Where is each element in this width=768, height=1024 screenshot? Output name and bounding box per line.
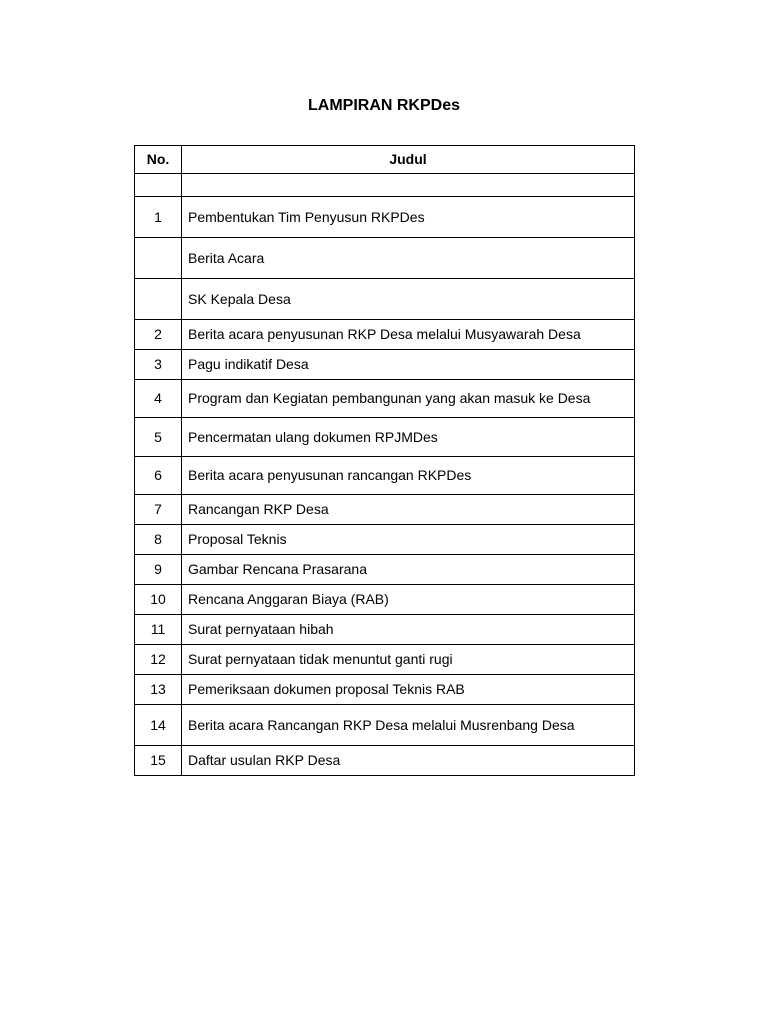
- header-judul: Judul: [182, 146, 635, 174]
- row-number: 1: [135, 197, 182, 238]
- row-title: Gambar Rencana Prasarana: [182, 555, 635, 585]
- row-title: Berita Acara: [182, 238, 635, 279]
- row-title: Berita acara penyusunan rancangan RKPDes: [182, 457, 635, 495]
- row-title: Program dan Kegiatan pembangunan yang akan masuk ke Desa: [182, 380, 635, 418]
- row-title: Berita acara Rancangan RKP Desa melalui Musrenbang Desa: [182, 705, 635, 746]
- row-number: 14: [135, 705, 182, 746]
- row-number: [135, 279, 182, 320]
- row-number: 3: [135, 350, 182, 380]
- table-row: [135, 238, 635, 279]
- row-number: 2: [135, 320, 182, 350]
- row-number: 12: [135, 645, 182, 675]
- row-title: Daftar usulan RKP Desa: [182, 746, 635, 776]
- table-row: [135, 555, 635, 585]
- table-header-row: [135, 146, 635, 174]
- table-row: [135, 457, 635, 495]
- row-number: [135, 238, 182, 279]
- row-title: Surat pernyataan tidak menuntut ganti rugi: [182, 645, 635, 675]
- row-number: [135, 174, 182, 197]
- row-title: Pencermatan ulang dokumen RPJMDes: [182, 418, 635, 457]
- table-row: [135, 585, 635, 615]
- row-title: Proposal Teknis: [182, 525, 635, 555]
- table-row: [135, 380, 635, 418]
- row-number: 4: [135, 380, 182, 418]
- row-title: Pemeriksaan dokumen proposal Teknis RAB: [182, 675, 635, 705]
- row-title: Rencana Anggaran Biaya (RAB): [182, 585, 635, 615]
- header-no: No.: [135, 146, 182, 174]
- table-row: [135, 197, 635, 238]
- row-number: 13: [135, 675, 182, 705]
- table-row: [135, 645, 635, 675]
- row-number: 10: [135, 585, 182, 615]
- table-row: [135, 418, 635, 457]
- table-row: [135, 675, 635, 705]
- row-number: 6: [135, 457, 182, 495]
- row-title: Surat pernyataan hibah: [182, 615, 635, 645]
- table-row: [135, 495, 635, 525]
- table-row: [135, 350, 635, 380]
- row-number: 5: [135, 418, 182, 457]
- lampiran-table: [134, 145, 635, 776]
- table-row: [135, 705, 635, 746]
- document-title: LAMPIRAN RKPDes: [307, 97, 460, 114]
- row-number: 9: [135, 555, 182, 585]
- table-row: [135, 320, 635, 350]
- row-title: SK Kepala Desa: [182, 279, 635, 320]
- table-row: [135, 279, 635, 320]
- row-title: Pembentukan Tim Penyusun RKPDes: [182, 197, 635, 238]
- table-row: [135, 174, 635, 197]
- row-number: 7: [135, 495, 182, 525]
- row-number: 8: [135, 525, 182, 555]
- table-row: [135, 615, 635, 645]
- table-row: [135, 746, 635, 776]
- row-title: [182, 174, 635, 197]
- row-title: Berita acara penyusunan RKP Desa melalui Musyawarah Desa: [182, 320, 635, 350]
- row-title: Rancangan RKP Desa: [182, 495, 635, 525]
- table-row: [135, 525, 635, 555]
- row-number: 15: [135, 746, 182, 776]
- row-title: Pagu indikatif Desa: [182, 350, 635, 380]
- row-number: 11: [135, 615, 182, 645]
